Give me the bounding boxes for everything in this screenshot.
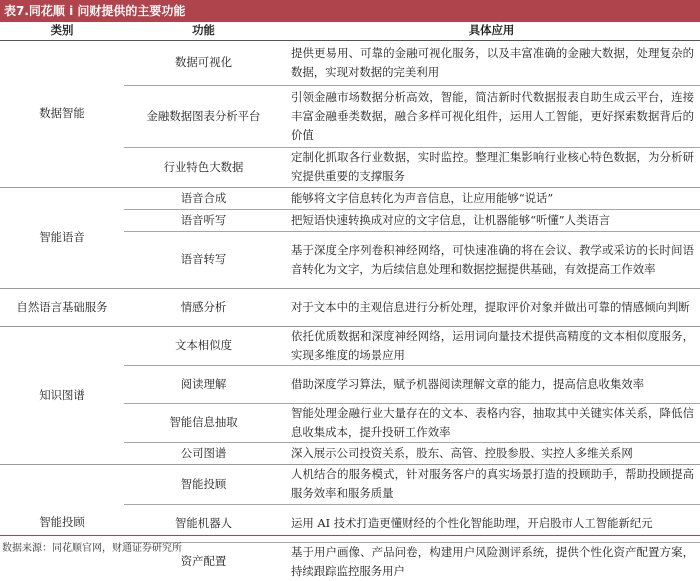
- header-application: 具体应用: [283, 22, 700, 40]
- function-cell: 阅读理解: [124, 365, 283, 403]
- description-cell: 智能处理金融行业大量存在的文本、表格内容，抽取其中关键实体关系，降低信息收集成本，提升投研工作效率: [283, 403, 700, 442]
- description-cell: 能够将文字信息转化为声音信息，让应用能够“说话”: [283, 187, 700, 209]
- category-cell: 智能语音: [0, 187, 124, 288]
- table-row: [0, 288, 700, 326]
- description-cell: 运用 AI 技术打造更懂财经的个性化智能助理，开启股市人工智能新纪元: [283, 504, 700, 542]
- description-cell: 基于深度全序列卷积神经网络，可快速准确的将在会议、教学或采访的长时间语音转化为文字，为后续信息处理和数据挖掘提供基础，有效提高工作效率: [283, 231, 700, 288]
- description-cell: 提供更易用、可靠的金融可视化服务，以及丰富准确的金融大数据，处理复杂的数据，实现对数据的完美利用: [283, 40, 700, 85]
- function-cell: 智能信息抽取: [124, 403, 283, 442]
- description-cell: 人机结合的服务模式，针对服务客户的真实场景打造的投顾助手，帮助投顾提高服务效率和服务质量: [283, 464, 700, 504]
- function-cell: 智能投顾: [124, 464, 283, 504]
- function-cell: 资产配置: [124, 542, 283, 581]
- table-title: 表7.同花顺 i 问财提供的主要功能: [0, 0, 700, 22]
- category-cell: 智能投顾: [0, 464, 124, 581]
- table-row: [0, 40, 700, 85]
- function-cell: 语音合成: [124, 187, 283, 209]
- function-cell: 语音转写: [124, 231, 283, 288]
- function-cell: 金融数据图表分析平台: [124, 85, 283, 147]
- category-cell: 知识图谱: [0, 326, 124, 464]
- function-cell: 智能机器人: [124, 504, 283, 542]
- description-cell: 深入展示公司投资关系，股东、高管、控股参股、实控人多维关系网: [283, 442, 700, 464]
- description-cell: 引领金融市场数据分析高效，智能，简洁新时代数据报表自助生成云平台，连接丰富金融垂类数据，融合多样可视化组件，运用人工智能，更好探索数据背后的价值: [283, 85, 700, 147]
- description-cell: 定制化抓取各行业数据，实时监控。整理汇集影响行业核心特色数据，为分析研究提供重要的支撑服务: [283, 147, 700, 187]
- function-cell: 数据可视化: [124, 40, 283, 85]
- description-cell: 依托优质数据和深度神经网络，运用词向量技术提供高精度的文本相似度服务，实现多维度的场景应用: [283, 326, 700, 365]
- function-cell: 公司图谱: [124, 442, 283, 464]
- header-category: 类别: [0, 22, 124, 40]
- category-cell: 自然语言基础服务: [0, 288, 124, 326]
- description-cell: 对于文本中的主观信息进行分析处理，提取评价对象并做出可靠的情感倾向判断: [283, 288, 700, 326]
- table-row: [0, 187, 700, 209]
- description-cell: 基于用户画像、产品问卷，构建用户风险测评系统，提供个性化资产配置方案，持续跟踪监控服务用户: [283, 542, 700, 581]
- functions-table: [0, 22, 700, 581]
- table-row: [0, 326, 700, 365]
- source-note: 数据来源：同花顺官网，财通证券研究所: [2, 543, 182, 554]
- header-row: [0, 22, 700, 40]
- bottom-divider: [0, 535, 700, 536]
- table-row: [0, 464, 700, 504]
- category-cell: 数据智能: [0, 40, 124, 187]
- description-cell: 把短语快速转换成对应的文字信息，让机器能够“听懂”人类语言: [283, 209, 700, 231]
- function-cell: 行业特色大数据: [124, 147, 283, 187]
- function-cell: 文本相似度: [124, 326, 283, 365]
- function-cell: 情感分析: [124, 288, 283, 326]
- header-function: 功能: [124, 22, 283, 40]
- description-cell: 借助深度学习算法，赋予机器阅读理解文章的能力，提高信息收集效率: [283, 365, 700, 403]
- function-cell: 语音听写: [124, 209, 283, 231]
